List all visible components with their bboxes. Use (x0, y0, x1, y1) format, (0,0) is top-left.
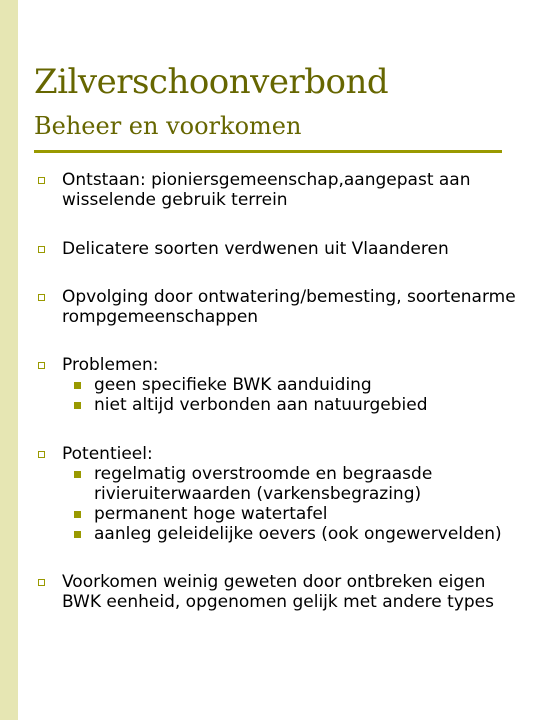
sub-bullet-text: regelmatig overstroomde en begraasde rivieruiterwaarden (varkensbegrazing) (94, 464, 433, 504)
hollow-square-bullet-icon (38, 451, 45, 458)
bullet-text: Potentieel: (62, 444, 153, 464)
sub-bullet-text: permanent hoge watertafel (94, 504, 328, 524)
filled-square-bullet-icon (74, 531, 81, 538)
sub-bullet-item (62, 464, 518, 504)
slide-title: Zilverschoonverbond (34, 62, 389, 102)
bullet-item (38, 355, 518, 415)
sub-bullet-text: aanleg geleidelijke oevers (ook ongewervelden) (94, 524, 502, 544)
hollow-square-bullet-icon (38, 294, 45, 301)
left-accent-bar (0, 0, 18, 720)
title-divider (34, 150, 502, 153)
sub-bullet-item (62, 504, 518, 524)
bullet-item (38, 287, 518, 327)
sub-bullet-item (62, 524, 518, 544)
filled-square-bullet-icon (74, 511, 81, 518)
sub-bullet-list (62, 464, 518, 544)
bullet-item (38, 572, 518, 612)
filled-square-bullet-icon (74, 402, 81, 409)
sub-bullet-item (62, 375, 518, 395)
bullet-text: Delicatere soorten verdwenen uit Vlaanderen (62, 239, 449, 259)
slide-subtitle: Beheer en voorkomen (34, 112, 302, 140)
hollow-square-bullet-icon (38, 362, 45, 369)
hollow-square-bullet-icon (38, 177, 45, 184)
bullet-text: Problemen: (62, 355, 159, 375)
bullet-text: Opvolging door ontwatering/bemesting, soortenarme rompgemeenschappen (62, 287, 516, 327)
bullet-text: Voorkomen weinig geweten door ontbreken eigen BWK eenheid, opgenomen gelijk met andere types (62, 572, 494, 612)
bullet-text: Ontstaan: pioniersgemeenschap,aangepast aan wisselende gebruik terrein (62, 170, 471, 210)
filled-square-bullet-icon (74, 382, 81, 389)
filled-square-bullet-icon (74, 471, 81, 478)
hollow-square-bullet-icon (38, 579, 45, 586)
bullet-item (38, 170, 518, 210)
sub-bullet-list (62, 375, 518, 415)
sub-bullet-text: geen specifieke BWK aanduiding (94, 375, 372, 395)
bullet-list (38, 170, 518, 612)
sub-bullet-text: niet altijd verbonden aan natuurgebied (94, 395, 428, 415)
sub-bullet-item (62, 395, 518, 415)
hollow-square-bullet-icon (38, 246, 45, 253)
bullet-item (38, 239, 518, 259)
bullet-item (38, 444, 518, 544)
